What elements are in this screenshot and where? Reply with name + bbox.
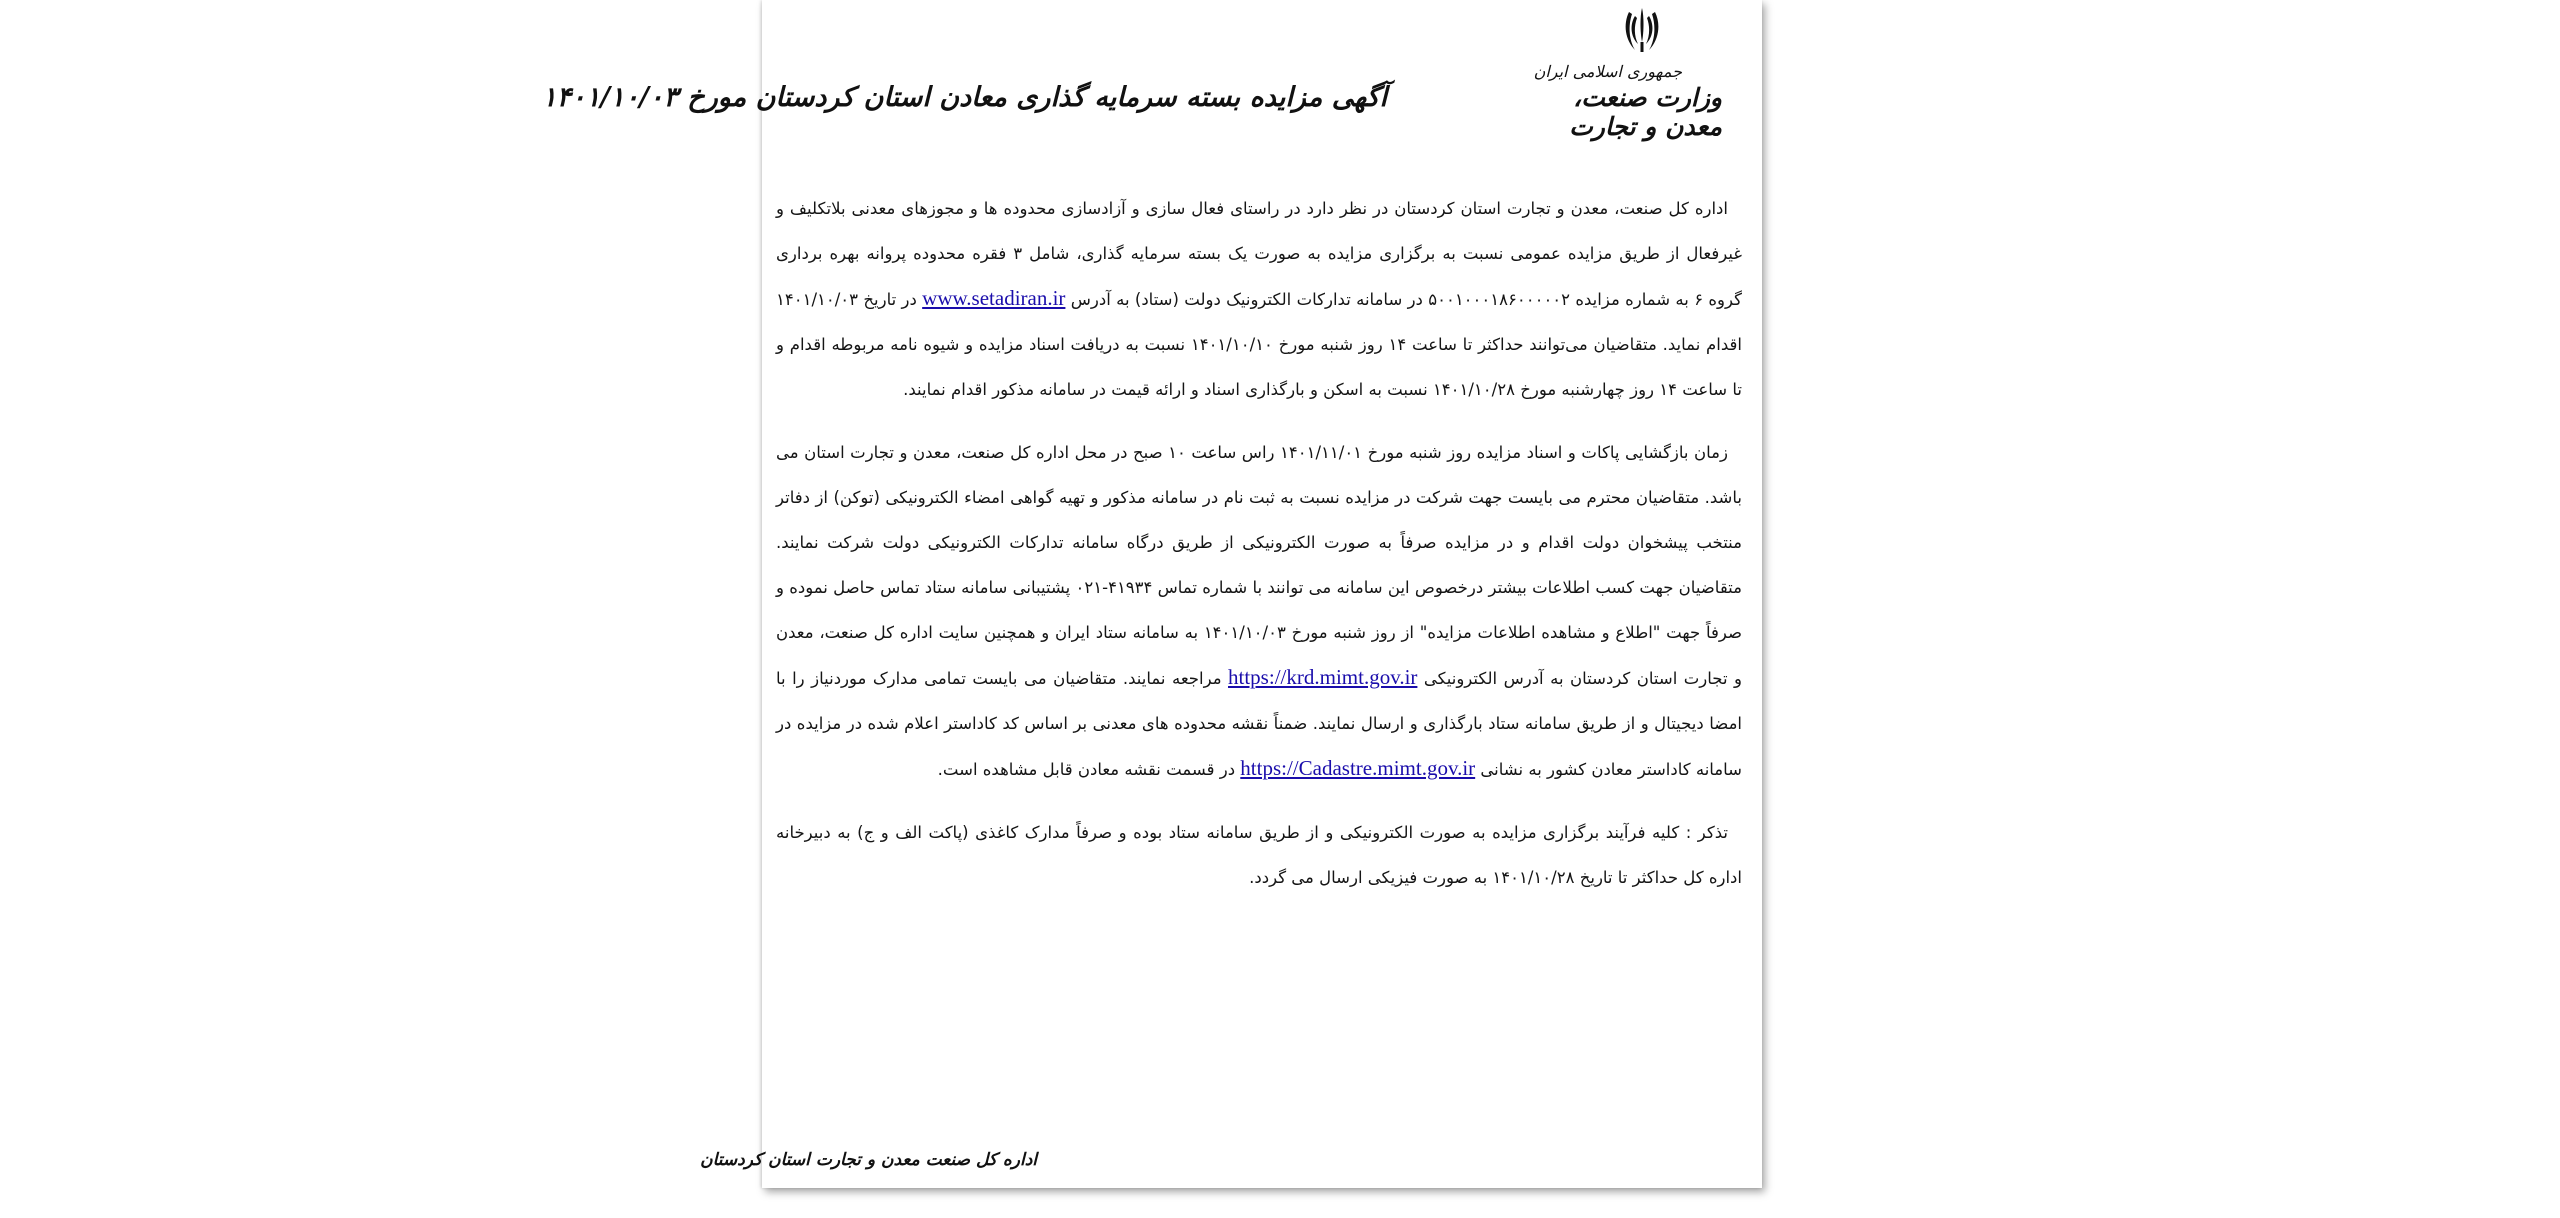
announcement-page [542,0,1762,1188]
paragraph-2 [776,430,1742,792]
announcement-title: آگهی مزایده بسته سرمایه گذاری معادن استان کردستان مورخ ۱۴۰۱/۱۰/۰۳ [542,82,1387,113]
paragraph-1 [776,186,1742,412]
ministry-name: وزارت صنعت، معدن و تجارت [1569,83,1722,141]
p1-text-a: اداره کل صنعت، معدن و تجارت استان کردستان در نظر دارد در راستای فعال سازی و آزادسازی محدوده ها و مجوزهای معدنی بلاتکلیف و غیرفعال از طریق مزایده عمومی نسبت به برگزاری مزایده به صورت یک بسته سرمایه گذاری، شامل ۳ فقره محدوده پروانه بهره برداری گروه ۶ به شماره مزایده ۵۰۰۱۰۰۰۱۸۶۰۰۰۰۰۲ در سامانه تدارکات الکترونیک دولت (ستاد) به آدرس [776,199,1742,309]
p2-text-a: زمان بازگشایی پاکات و اسناد مزایده روز شنبه مورخ ۱۴۰۱/۱۱/۰۱ راس ساعت ۱۰ صبح در محل اداره کل صنعت، معدن و تجارت استان می باشد. متقاضیان محترم می بایست جهت شرکت در مزایده نسبت به ثبت نام در سامانه مذکور و تهیه گواهی امضاء الکترونیکی (توکن) از دفاتر منتخب پیشخوان دولت اقدام و در مزایده صرفاً به صورت الکترونیکی از طریق درگاه سامانه تدارکات الکترونیکی دولت شرکت نمایند. متقاضیان جهت کسب اطلاعات بیشتر درخصوص این سامانه می توانند با شماره تماس ۴۱۹۳۴-۰۲۱ پشتیبانی سامانه ستاد تماس حاصل نموده و صرفاً جهت "اطلاع و مشاهده اطلاعات مزایده" از روز شنبه مورخ ۱۴۰۱/۱۰/۰۳ به سامانه ستاد ایران و همچنین سایت اداره کل صنعت، معدن و تجارت استان کردستان به آدرس الکترونیکی [776,443,1742,688]
paragraph-note: تذکر : کلیه فرآیند برگزاری مزایده به صورت الکترونیکی و از طریق سامانه ستاد بوده و صرفاً مدارک کاغذی (پاکت الف و ج) به دبیرخانه اداره کل حداکثر تا تاریخ ۱۴۰۱/۱۰/۲۸ به صورت فیزیکی ارسال می گردد. [776,823,1742,887]
cadastre-link[interactable]: https://Cadastre.mimt.gov.ir [1240,756,1476,780]
p1-text-b: در تاریخ ۱۴۰۱/۱۰/۰۳ اقدام نماید. متقاضیان می‌توانند حداکثر تا ساعت ۱۴ روز شنبه مورخ ۱۴۰۱/۱۰/۱۰ نسبت به دریافت اسناد مزایده و شیوه نامه مربوطه اقدام و تا ساعت ۱۴ روز چهارشنبه مورخ ۱۴۰۱/۱۰/۲۸ نسبت به اسکن و بارگذاری اسناد و ارائه قیمت در سامانه مذکور اقدام نمایند. [776,290,1742,399]
ministry-subtitle: جمهوری اسلامی ایران [1533,62,1682,81]
ministry-logo-text [1532,62,1722,141]
iran-emblem-icon [1622,2,1662,58]
p2-text-b: مراجعه نمایند. متقاضیان می بایست تمامی مدارک موردنیاز را با امضا دیجیتال و از طریق سامانه ستاد بارگذاری و ارسال نمایند. ضمناً نقشه محدوده های معدنی بر اساس کد کاداستر اعلام شده در مزایده در سامانه کاداستر معادن کشور به نشانی [776,669,1742,779]
announcement-body [776,186,1742,918]
setadiran-link[interactable]: www.setadiran.ir [922,286,1066,310]
p2-text-c: در قسمت نقشه معادن قابل مشاهده است. [937,760,1241,779]
signature: اداره کل صنعت معدن و تجارت استان کردستان [700,1150,1037,1170]
krd-mimt-link[interactable]: https://krd.mimt.gov.ir [1228,665,1418,689]
